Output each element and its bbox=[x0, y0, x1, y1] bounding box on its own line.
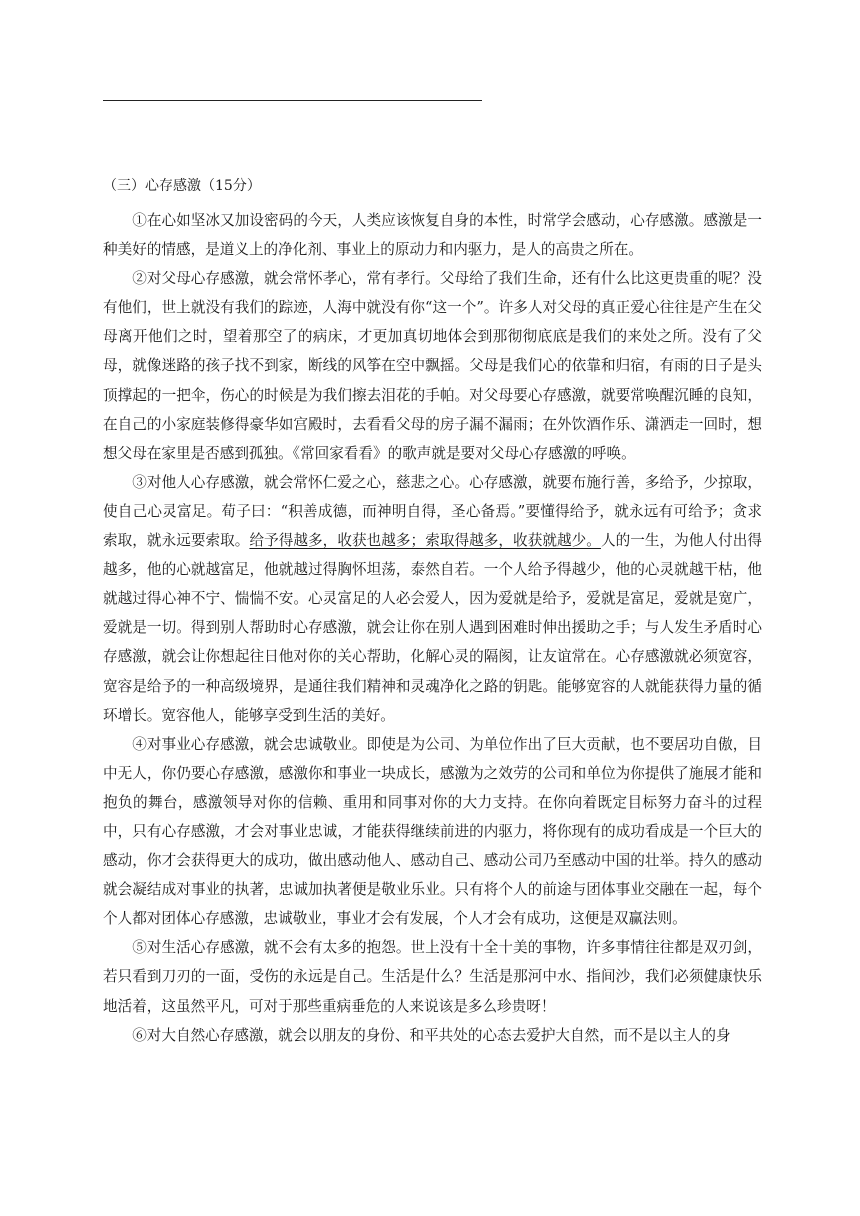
paragraph-4: ④对事业心存感激，就会忠诚敬业。即使是为公司、为单位作出了巨大贡献，也不要居功自傲，目中无人，你仍要心存感激，感激你和事业一块成长，感激为之效劳的公司和单位为你提供了施展才能和抱负的舞台，感激领导对你的信赖、重用和同事对你的大力支持。在你向着既定目标努力奋斗的过程中，只有心存感激，才会对事业忠诚，才能获得继续前进的内驱力，将你现有的成功看成是一个巨大的感动，你才会获得更大的成功，做出感动他人、感动自己、感动公司乃至感动中国的壮举。持久的感动就会凝结成对事业的执著，忠诚加执著便是敬业乐业。只有将个人的前途与团体事业交融在一起，每个个人都对团体心存感激，忠诚敬业，事业才会有发展，个人才会有成功，这便是双赢法则。 bbox=[103, 735, 762, 928]
answer-line bbox=[103, 100, 482, 101]
underlined-sentence: 给予得越多，收获也越多；索取得越多，收获就越少。 bbox=[249, 532, 601, 550]
section-title: （三）心存感激（15分） bbox=[103, 178, 261, 194]
paragraph-1: ①在心如坚冰又加设密码的今天，人类应该恢复自身的本性，时常学会感动，心存感激。感激是一种美好的情感，是道义上的净化剂、事业上的原动力和内驱力，是人的高贵之所在。 bbox=[103, 212, 762, 259]
paragraph-3-rest: 人的一生，为他人付出得越多，他的心就越富足，他就越过得胸怀坦荡，泰然自若。一个人给予得越少，他的心灵就越干枯，他就越过得心神不宁、惴惴不安。心灵富足的人必会爱人，因为爱就是给予，爱就是富足，爱就是宽广，爱就是一切。得到别人帮助时心存感激，就会让你在别人遇到困难时伸出援助之手；与人发生矛盾时心存感激，就会让你想起往日他对你的关心帮助，化解心灵的隔阂，让友谊常在。心存感激就必须宽容，宽容是给予的一种高级境界，是通往我们精神和灵魂净化之路的钥匙。能够宽容的人就能获得力量的循环增长。宽容他人，能够享受到生活的美好。 bbox=[103, 532, 762, 724]
paragraph-3 bbox=[103, 468, 762, 730]
paragraph-6: ⑥对大自然心存感激，就会以朋友的身份、和平共处的心态去爱护大自然，而不是以主人的身 bbox=[132, 1026, 731, 1044]
paragraph-5: ⑤对生活心存感激，就不会有太多的抱怨。世上没有十全十美的事物，许多事情往往都是双刃剑，若只看到刀刃的一面，受伤的永远是自己。生活是什么？生活是那河中水、指间沙，我们必须健康快乐地活着，这虽然平凡，可对于那些重病垂危的人来说该是多么珍贵呀！ bbox=[103, 939, 762, 1015]
article-body bbox=[103, 206, 762, 1050]
paragraph-2: ②对父母心存感激，就会常怀孝心，常有孝行。父母给了我们生命，还有什么比这更贵重的呢？没有他们，世上就没有我们的踪迹，人海中就没有你“这一个”。许多人对父母的真正爱心往往是产生在父母离开他们之时，望着那空了的病床，才更加真切地体会到那彻彻底底是我们的来处之所。没有了父母，就像迷路的孩子找不到家，断线的风筝在空中飘摇。父母是我们心的依靠和归宿，有雨的日子是头顶撑起的一把伞，伤心的时候是为我们擦去泪花的手帕。对父母要心存感激，就要常唤醒沉睡的良知，在自己的小家庭装修得豪华如宫殿时，去看看父母的房子漏不漏雨；在外饮酒作乐、潇洒走一回时，想想父母在家里是否感到孤独。《常回家看看》的歌声就是要对父母心存感激的呼唤。 bbox=[103, 270, 762, 462]
paragraph-3-lead: ③对他人心存感激，就会常怀仁爱之心，慈悲之心。心存感激，就要布施行善，多给予，少掠取，使自己心灵富足。荀子曰：“积善成德，而神明自得，圣心备焉。”要懂得给予，就永远有可给予；贪求索取，就永远要索取。 bbox=[103, 473, 762, 550]
